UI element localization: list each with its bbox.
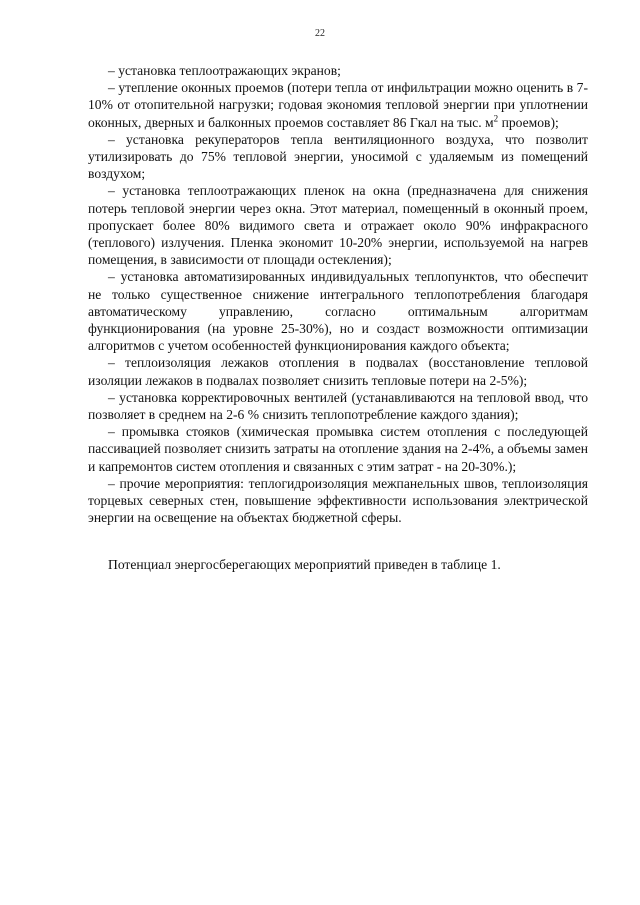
list-item-windows bbox=[88, 79, 588, 131]
list-item-insulation: – теплоизоляция лежаков отопления в подвалах (восстановление тепловой изоляции лежаков в подвалах позволяет снизить тепловые потери на 2-5%); bbox=[88, 355, 588, 388]
closing-paragraph: Потенциал энергосберегающих мероприятий приведен в таблице 1. bbox=[108, 557, 501, 573]
list-item-other: – прочие мероприятия: теплогидроизоляция межпанельных швов, теплоизоляция торцевых северных стен, повышение эффективности использования электрической энергии на освещение на объектах бюджетной сферы. bbox=[88, 475, 588, 526]
list-item-heat-points: – установка автоматизированных индивидуальных теплопунктов, что обеспечит не только существенное снижение интегрального теплопотребления благодаря автоматическому управлению, согласно оптимальным алгоритмам функционирования (на уровне 25-30%), но и создаст возможности оптимизации алгоритмов с учетом особенностей функционирования каждого объекта; bbox=[88, 269, 588, 354]
list-item-flushing: – промывка стояков (химическая промывка систем отопления с последующей пассивацией позволяет снизить затраты на отопление здания на 2-4%, а объемы замен и капремонтов систем отопления и связанных с этим затрат - на 20-30%.); bbox=[88, 424, 588, 474]
document-body bbox=[88, 62, 588, 574]
list-item-screens: – установка теплоотражающих экранов; bbox=[108, 63, 341, 78]
list-item-windows-tail: проемов); bbox=[498, 114, 559, 130]
page-number: 22 bbox=[315, 28, 325, 39]
superscript: 2 bbox=[493, 113, 499, 124]
list-item-windows-text: – утепление оконных проемов (потери тепла от инфильтрации можно оценить в 7-10% от отопительной нагрузки; годовая экономия тепловой энергии при уплотнении оконных, дверных и балконных проемов составляет 86 Гкал на тыс. м bbox=[88, 80, 588, 130]
list-item-recuperators: – установка рекуператоров тепла вентиляционного воздуха, что позволит утилизировать до 75% тепловой энергии, уносимой с удаляемым из помещений воздухом; bbox=[88, 131, 588, 182]
list-item-valves: – установка корректировочных вентилей (устанавливаются на тепловой ввод, что позволяет в среднем на 2-6 % снизить теплопотребление каждого здания); bbox=[88, 389, 588, 423]
list-item-films: – установка теплоотражающих пленок на окна (предназначена для снижения потерь тепловой энергии через окна. Этот материал, помещенный в оконный проем, пропускает более 80% видимого света и отражает около 90% инфракрасного (теплового) излучения. Пленка экономит 10-20% энергии, используемой на нагрев помещения, в зависимости от площади остекления); bbox=[88, 183, 588, 268]
